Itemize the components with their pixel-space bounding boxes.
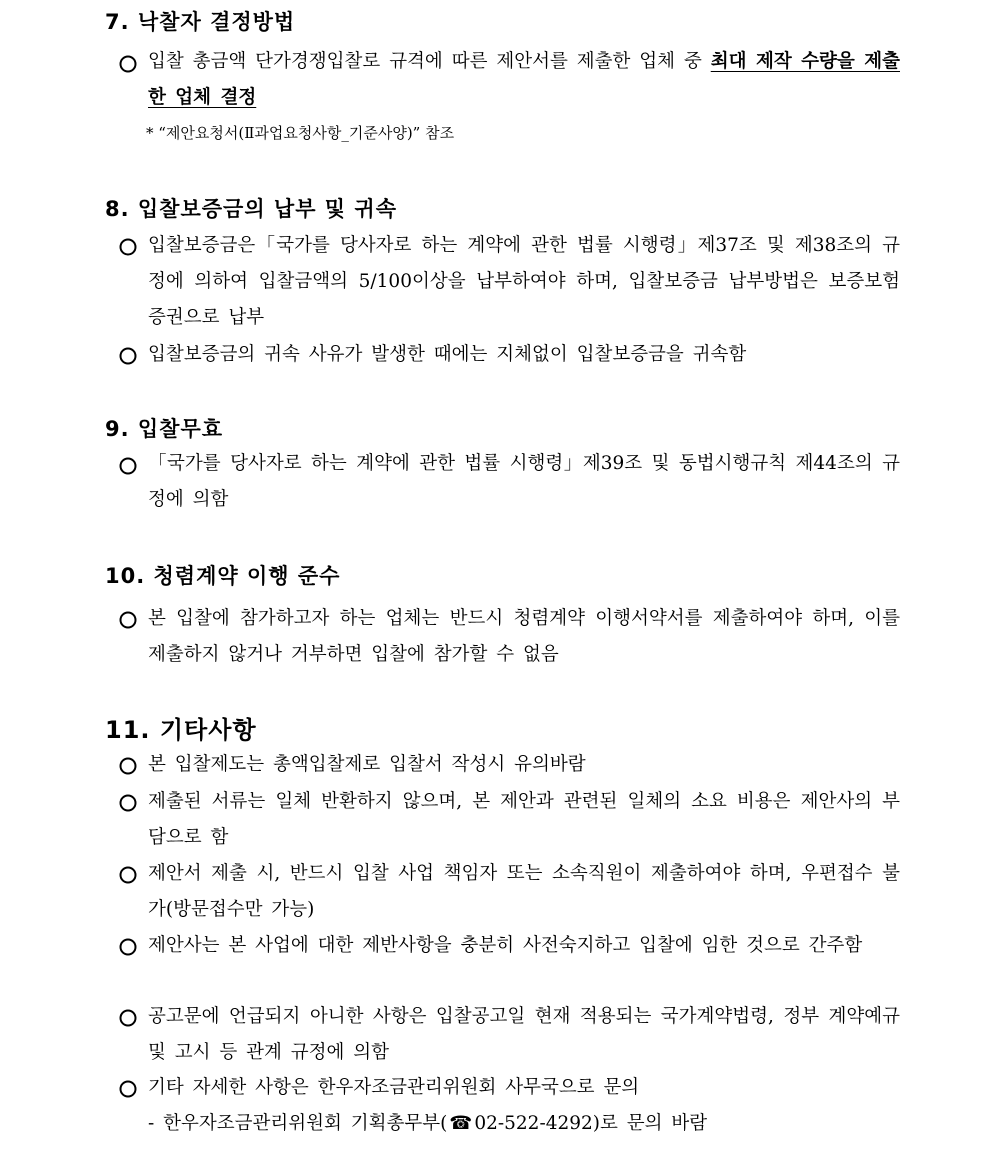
- section-11-title: 11. 기타사항: [105, 716, 257, 744]
- contact-prefix: - 한우자조금관리위원회 기획총무부(: [148, 1113, 448, 1134]
- section-7-paragraph-text: 입찰 총금액 단가경쟁입찰로 규격에 따른 제안서를 제출한 업체 중: [148, 51, 711, 72]
- section-7-paragraph: [148, 44, 900, 116]
- section-8-title: 8. 입찰보증금의 납부 및 귀속: [105, 197, 397, 221]
- section-7-note: * “제안요청서(Ⅱ과업요청사항_기준사양)” 참조: [146, 124, 455, 142]
- circle-bullet-icon: [117, 609, 139, 631]
- circle-bullet-icon: [117, 53, 139, 75]
- section-11-paragraph-2: 제출된 서류는 일체 반환하지 않으며, 본 제안과 관련된 일체의 소요 비용은 제안사의 부담으로 함: [148, 791, 900, 848]
- circle-bullet-icon: [117, 455, 139, 477]
- section-9-title: 9. 입찰무효: [105, 417, 224, 441]
- circle-bullet-icon: [117, 345, 139, 367]
- circle-bullet-icon: [117, 864, 139, 886]
- section-9-paragraph: 「국가를 당사자로 하는 계약에 관한 법률 시행령」제39조 및 동법시행규칙 제44조의 규정에 의함: [148, 453, 900, 510]
- telephone-icon: ☎: [449, 1113, 473, 1134]
- section-10-paragraph: 본 입찰에 참가하고자 하는 업체는 반드시 청렴계약 이행서약서를 제출하여야 하며, 이를 제출하지 않거나 거부하면 입찰에 참가할 수 없음: [148, 608, 900, 665]
- circle-bullet-icon: [117, 236, 139, 258]
- contact-phone-number: 02-522-4292: [474, 1113, 593, 1134]
- circle-bullet-icon: [117, 936, 139, 958]
- section-11-paragraph-5: 공고문에 언급되지 아니한 사항은 입찰공고일 현재 적용되는 국가계약법령, 정부 계약예규 및 고시 등 관계 규정에 의함: [148, 1006, 900, 1063]
- section-8-paragraph-2: 입찰보증금의 귀속 사유가 발생한 때에는 지체없이 입찰보증금을 귀속함: [148, 344, 747, 365]
- circle-bullet-icon: [117, 1007, 139, 1029]
- contact-line: [148, 1109, 707, 1135]
- section-10-title: 10. 청렴계약 이행 준수: [105, 564, 341, 588]
- circle-bullet-icon: [117, 1078, 139, 1100]
- section-11-paragraph-4: 제안사는 본 사업에 대한 제반사항을 충분히 사전숙지하고 입찰에 임한 것으로 간주함: [148, 935, 863, 956]
- circle-bullet-icon: [117, 792, 139, 814]
- section-8-paragraph-1: 입찰보증금은「국가를 당사자로 하는 계약에 관한 법률 시행령」제37조 및 제38조의 규정에 의하여 입찰금액의 5/100이상을 납부하여야 하며, 입찰보증금 납부방법은 보증보험증권으로 납부: [148, 235, 900, 328]
- section-7-emphasis: 최대 제작 수량을 제출한 업체 결정: [148, 51, 900, 108]
- section-11-paragraph-3: 제안서 제출 시, 반드시 입찰 사업 책임자 또는 소속직원이 제출하여야 하며, 우편접수 불가(방문접수만 가능): [148, 863, 900, 920]
- section-11-paragraph-1: 본 입찰제도는 총액입찰제로 입찰서 작성시 유의바람: [148, 754, 586, 775]
- section-11-paragraph-6: 기타 자세한 사항은 한우자조금관리위원회 사무국으로 문의: [148, 1077, 640, 1098]
- contact-suffix: )로 문의 바람: [592, 1113, 708, 1134]
- section-7-title: 7. 낙찰자 결정방법: [105, 10, 296, 34]
- circle-bullet-icon: [117, 755, 139, 777]
